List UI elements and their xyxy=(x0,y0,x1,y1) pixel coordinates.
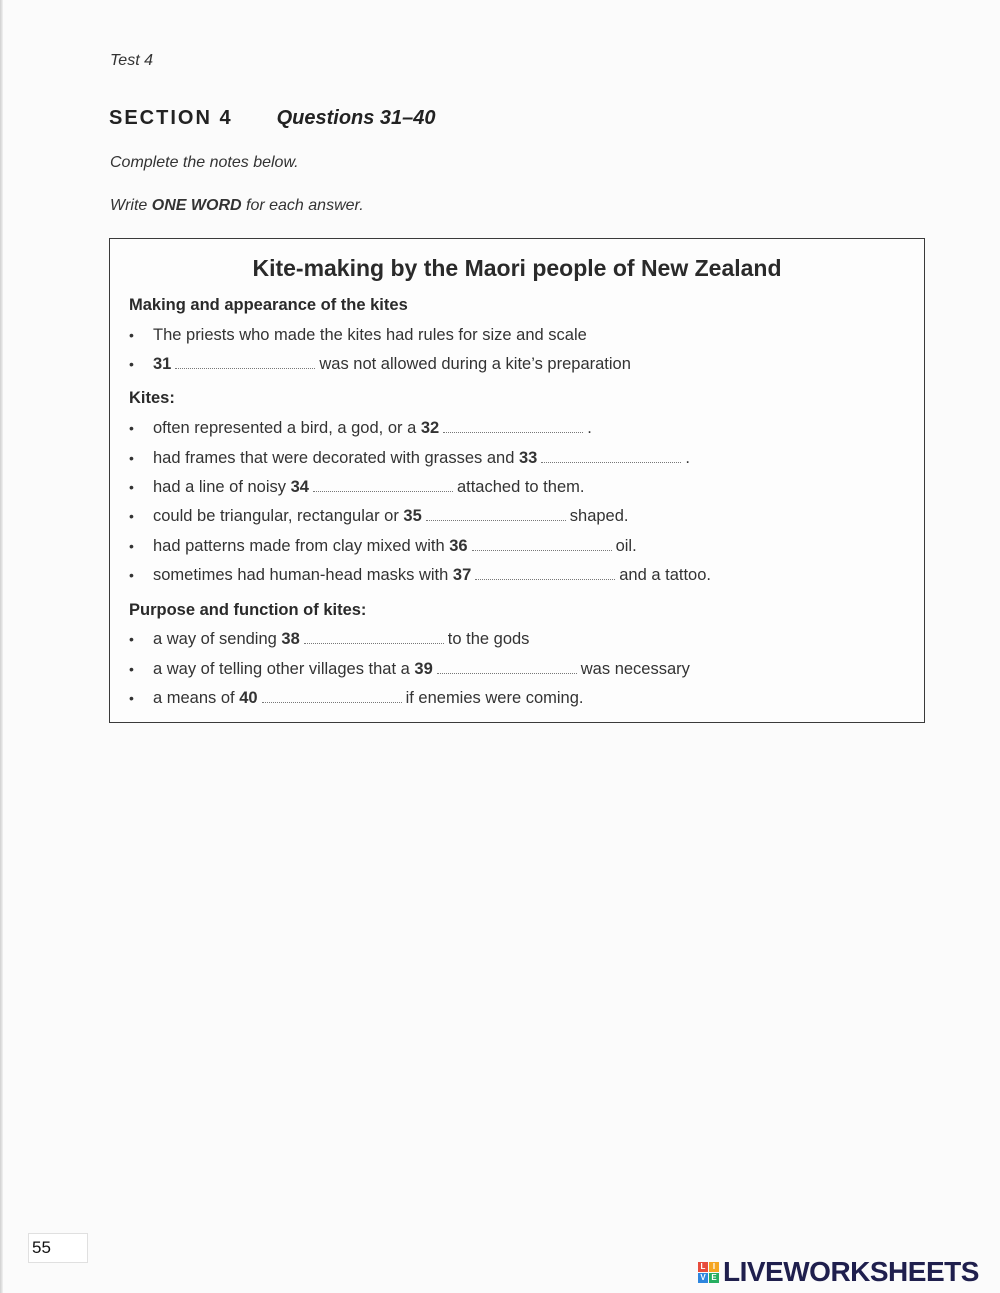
answer-blank-40[interactable] xyxy=(262,699,402,703)
bullet: • xyxy=(129,690,134,706)
question-number: 33 xyxy=(518,449,538,467)
note-item-q37: • sometimes had human-head masks with 37 and a tattoo. xyxy=(129,566,711,584)
section-heading xyxy=(109,107,436,130)
question-number: 39 xyxy=(414,660,433,678)
instruction-word-limit: Write ONE WORD for each answer. xyxy=(110,197,364,214)
notes-title: Kite-making by the Maori people of New Zealand xyxy=(252,255,782,281)
bullet: • xyxy=(129,661,134,677)
note-item-q40: • a means of 40 if enemies were coming. xyxy=(129,689,584,707)
page-number-box xyxy=(28,1233,88,1263)
page-edge-shadow xyxy=(0,0,3,1293)
word-limit-emphasis: ONE WORD xyxy=(151,197,242,214)
answer-blank-31[interactable] xyxy=(175,365,315,369)
bullet: • xyxy=(129,327,134,343)
note-item-q32: • often represented a bird, a god, or a 32 . xyxy=(129,419,592,437)
page-number: 55 xyxy=(32,1238,51,1257)
question-number: 40 xyxy=(239,689,258,707)
section-label: SECTION 4 xyxy=(109,107,233,129)
bullet: • xyxy=(129,538,134,554)
note-item-q35: • could be triangular, rectangular or 35 shaped. xyxy=(129,507,629,525)
note-item-q36: • had patterns made from clay mixed with 36 oil. xyxy=(129,537,637,555)
answer-blank-33[interactable] xyxy=(541,459,681,463)
subheading-kites: Kites: xyxy=(129,389,175,407)
question-number: 31 xyxy=(153,355,172,373)
subheading-purpose: Purpose and function of kites: xyxy=(129,601,367,619)
brand-text: LIVEWORKSHEETS xyxy=(723,1256,979,1287)
note-item-q39: • a way of telling other villages that a 39 was necessary xyxy=(129,660,690,678)
liveworksheets-logo-icon: L I V E xyxy=(698,1262,719,1283)
instruction-complete-notes: Complete the notes below. xyxy=(110,154,299,171)
bullet: • xyxy=(129,450,134,466)
subheading-making: Making and appearance of the kites xyxy=(129,296,408,314)
questions-range: Questions 31–40 xyxy=(276,107,436,129)
question-number: 34 xyxy=(290,478,309,496)
note-item-q34: • had a line of noisy 34 attached to them. xyxy=(129,478,585,496)
note-item: • The priests who made the kites had rules for size and scale xyxy=(129,326,587,344)
answer-blank-34[interactable] xyxy=(313,488,453,492)
note-item-q38: • a way of sending 38 to the gods xyxy=(129,630,530,648)
test-label: Test 4 xyxy=(110,52,153,69)
answer-blank-35[interactable] xyxy=(426,517,566,521)
note-item-q31: • 31 was not allowed during a kite’s preparation xyxy=(129,355,631,373)
bullet: • xyxy=(129,479,134,495)
answer-blank-37[interactable] xyxy=(475,576,615,580)
answer-blank-36[interactable] xyxy=(472,547,612,551)
question-number: 32 xyxy=(420,419,440,437)
bullet: • xyxy=(129,567,134,583)
bullet: • xyxy=(129,420,134,436)
bullet: • xyxy=(129,356,134,372)
answer-blank-32[interactable] xyxy=(443,429,583,433)
question-number: 35 xyxy=(403,507,422,525)
question-number: 36 xyxy=(449,537,468,555)
notes-box xyxy=(109,238,925,723)
answer-blank-39[interactable] xyxy=(437,670,577,674)
question-number: 38 xyxy=(281,630,300,648)
answer-blank-38[interactable] xyxy=(304,640,444,644)
liveworksheets-brand[interactable] xyxy=(698,1257,979,1287)
note-item-q33: • had frames that were decorated with grasses and 33 . xyxy=(129,449,690,467)
bullet: • xyxy=(129,631,134,647)
question-number: 37 xyxy=(452,566,472,584)
bullet: • xyxy=(129,508,134,524)
